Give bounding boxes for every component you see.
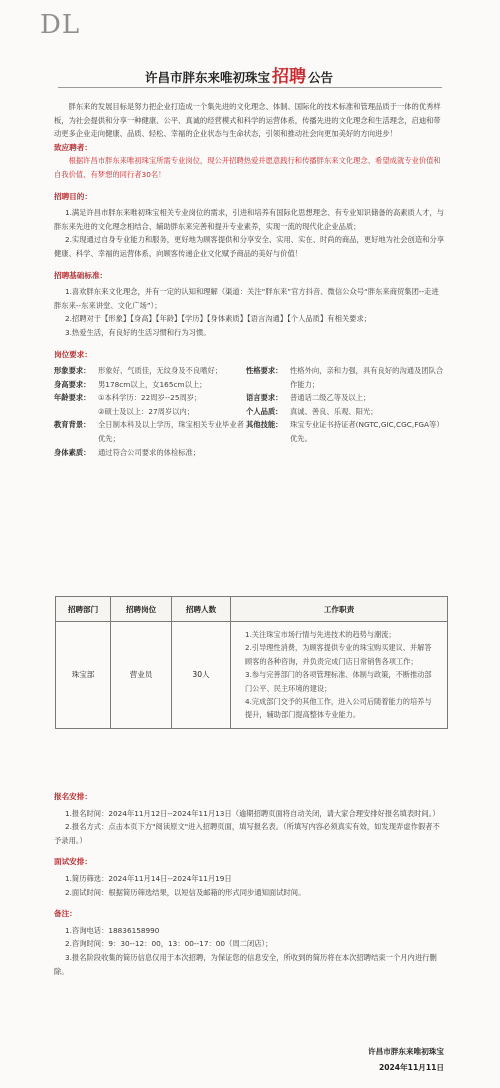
duty-cell bbox=[231, 622, 448, 729]
purpose-item: 2.实现通过自身专业能力和服务，更好地为顾客提供和分享安全、实用、实在、时尚的商品，更好地为社会创造和分享健康、科学、幸福的运营体系，向顾客传递企业文化赋予商品的美好与价值！ bbox=[54, 235, 445, 258]
note-item: 1.咨询电话：18836158990 bbox=[64, 925, 160, 935]
req-label: 个人品质： bbox=[246, 406, 283, 416]
dept-cell: 珠宝部 bbox=[56, 622, 111, 729]
note-heading: 备注： bbox=[54, 909, 77, 919]
interview-heading: 面试安排： bbox=[54, 857, 92, 867]
title-highlight: 招聘 bbox=[272, 67, 307, 87]
interview-item: 1.简历筛选：2024年11月14日--2024年11月19日 bbox=[64, 873, 232, 883]
bottom-content bbox=[54, 790, 446, 978]
req-label: 教育背景： bbox=[54, 420, 91, 430]
req-label: 身高要求： bbox=[54, 379, 91, 389]
page-title bbox=[145, 62, 333, 87]
req-label: 其他技能： bbox=[246, 420, 283, 430]
table-header: 工作职责 bbox=[231, 597, 448, 622]
duty-item: 1.关注珠宝市场行情与先进技术的趋势与潮流； bbox=[245, 630, 396, 639]
basic-item: 1.喜欢胖东来文化理念，并有一定的认知和理解（渠道：关注“胖东来”官方抖音、微信公众号“胖东来商贸集团--走进胖东来--东来讲堂、文化广场”）； bbox=[54, 287, 439, 310]
duty-item: 3.参与完善部门的各项管理标准、体制与政策，不断推动部门公平、民主环境的建设； bbox=[245, 670, 432, 693]
title-suffix: 公告 bbox=[308, 70, 334, 85]
req-value: ②硕士及以上：27周岁以内； bbox=[98, 406, 195, 416]
table-header: 招聘岗位 bbox=[111, 597, 172, 622]
position-heading: 岗位要求： bbox=[54, 349, 92, 359]
count-cell: 30人 bbox=[172, 622, 231, 729]
table-header: 招聘人数 bbox=[172, 597, 231, 622]
req-label: 性格要求： bbox=[246, 366, 283, 376]
req-value: 真诚、善良、乐观、阳光； bbox=[290, 406, 378, 416]
signature-org: 许昌市胖东来唯初珠宝 bbox=[368, 1047, 444, 1056]
purpose-heading: 招聘目的： bbox=[54, 191, 92, 201]
table-header-row bbox=[56, 597, 448, 622]
post-cell: 营业员 bbox=[111, 622, 172, 729]
duty-item: 2.引导理性消费，为顾客提供专业的珠宝购买建议、并解答顾客的各种咨询，并负责完成门店日常销售各项工作； bbox=[245, 643, 432, 666]
signup-heading: 报名安排： bbox=[54, 792, 92, 801]
signup-item: 1.报名时间：2024年11月12日--2024年11月13日（逾期招聘页面将自动关闭，请大家合理安排好报名填表时间。） bbox=[64, 808, 440, 818]
req-value: 形象好、气质佳，无纹身及不良嗜好； bbox=[98, 366, 223, 376]
req-value: ①本科学历：22周岁--25周岁； bbox=[98, 393, 202, 403]
req-label: 形象要求： bbox=[54, 366, 91, 376]
req-label: 语言要求： bbox=[246, 393, 283, 403]
recruit-paragraph: 根据许昌市胖东来唯初珠宝所需专业岗位，现公开招聘热爱并愿意践行和传播胖东来文化理念、希望成就专业价值和自我价值、有梦想的同行者30名！ bbox=[54, 156, 441, 179]
title-divider bbox=[58, 87, 442, 88]
signup-item: 2.报名方式：点击本页下方"阅读原文"进入招聘页面，填写报名表。（所填写内容必须真实有效，如发现弄虚作假者不予录用。） bbox=[54, 822, 440, 845]
jobs-table bbox=[55, 596, 448, 729]
note-item: 3.报名阶段收集的简历信息仅用于本次招聘，为保证您的信息安全，所收到的简历将在本次招聘结束一个月内进行删除。 bbox=[54, 952, 437, 976]
title-prefix: 许昌市胖东来唯初珠宝 bbox=[145, 70, 271, 85]
req-value: 普通话二级乙等及以上； bbox=[290, 393, 371, 403]
req-label: 年龄要求： bbox=[54, 393, 91, 403]
signature-block bbox=[368, 1044, 444, 1076]
duty-item: 4.完成部门交予的其他工作，进入公司后随着能力的培养与提升，辅助部门提高整体专业能力。 bbox=[245, 697, 432, 720]
req-value: 男178cm以上，女165cm以上； bbox=[98, 379, 207, 389]
brand-logo: DL bbox=[40, 10, 81, 40]
basic-heading: 招聘基础标准： bbox=[54, 270, 108, 280]
intro-paragraph: 胖东来的发展目标是努力把企业打造成一个集先进的文化理念、体制、国际化的技术标准和管理品质于一体的优秀样板，为社会提供和分享一种健康、公平、真诚的经营模式和科学的运营体系，传播先进的文化理念和生活理念，启迪和带动更多企业走向健康、品质、轻松、幸福的企业状态与生命状态，引领和推动社会向更加美好的方向进步！ bbox=[54, 102, 441, 139]
requirements-grid bbox=[54, 364, 446, 459]
req-value: 全日制本科及以上学历，珠宝相关专业毕业者优先； bbox=[98, 420, 244, 444]
req-value: 通过符合公司要求的体检标准； bbox=[98, 447, 201, 457]
basic-item: 2.招聘对于【形象】【身高】【年龄】【学历】【身体素质】【语言沟通】【个人品质】有相关要求； bbox=[64, 314, 372, 324]
signature-date: 2024年11月11日 bbox=[378, 1063, 444, 1072]
interview-item: 2.面试时间：根据简历筛选结果，以短信及邮箱的形式同步通知面试时间。 bbox=[64, 887, 306, 897]
recruit-heading: 致应聘者： bbox=[54, 142, 92, 152]
note-item: 2.咨询时间：9：30--12：00，13：00--17：00（周二闭店）； bbox=[64, 939, 273, 949]
purpose-item: 1.满足许昌市胖东来唯初珠宝相关专业岗位的需求，引进和培养有国际化思想理念、有专业知识储备的高素质人才，与胖东来先进的文化理念相结合、辅助胖东来完善和提升专业素养，实现一流的现代化企业品质； bbox=[54, 208, 445, 231]
req-value: 性格外向，亲和力强，具有良好的沟通及团队合作能力； bbox=[290, 366, 444, 389]
main-content bbox=[54, 100, 446, 459]
req-value: 珠宝专业证书持证者(NGTC,GIC,CGC,FGA等）优先。 bbox=[290, 420, 444, 444]
table-row bbox=[56, 622, 448, 729]
table-header: 招聘部门 bbox=[56, 597, 111, 622]
req-label: 身体素质： bbox=[54, 447, 91, 457]
basic-item: 3.热爱生活，有良好的生活习惯和行为习惯。 bbox=[64, 327, 211, 337]
